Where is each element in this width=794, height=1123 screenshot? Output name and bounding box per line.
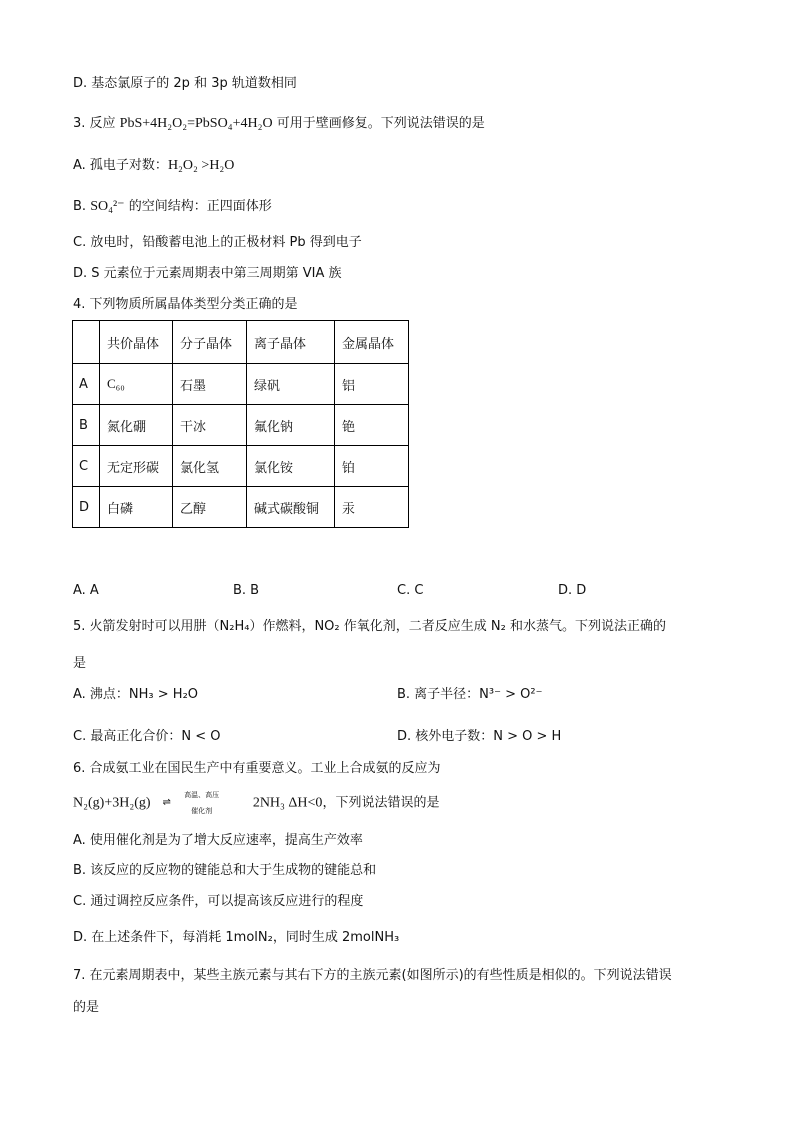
table-cell: 白磷 xyxy=(100,487,173,528)
q6-eq-post: ，下列说法错误的是 xyxy=(322,795,440,811)
q3-option-a xyxy=(73,157,234,175)
table-header-cell: 离子晶体 xyxy=(247,321,335,364)
table-cell: 铝 xyxy=(335,364,409,405)
table-cell: 碱式碳酸铜 xyxy=(247,487,335,528)
table-cell: 无定形碳 xyxy=(100,446,173,487)
reversible-arrow-icon xyxy=(159,791,245,815)
table-cell: 铂 xyxy=(335,446,409,487)
q5-option-d: D. 核外电子数：N > O > H xyxy=(397,729,562,744)
q6-option-a: A. 使用催化剂是为了增大反应速率，提高生产效率 xyxy=(73,833,363,848)
table-cell: 乙醇 xyxy=(173,487,247,528)
table-cell: 汞 xyxy=(335,487,409,528)
table-cell: 氯化铵 xyxy=(247,446,335,487)
q6-stem: 6. 合成氨工业在国民生产中有重要意义。工业上合成氨的反应为 xyxy=(73,761,441,776)
table-row xyxy=(73,364,409,405)
q5-option-b: B. 离子半径：N³⁻ > O²⁻ xyxy=(397,687,543,702)
table-cell: 氟化钠 xyxy=(247,405,335,446)
table-cell: 铯 xyxy=(335,405,409,446)
table-cell: 氮化硼 xyxy=(100,405,173,446)
q3-option-d: D. S 元素位于元素周期表中第三周期第 VIA 族 xyxy=(73,266,342,281)
table-header-row xyxy=(73,321,409,364)
q7-stem-line1: 7. 在元素周期表中，某些主族元素与其右下方的主族元素(如图所示)的有些性质是相似的。下列说法错误 xyxy=(73,968,672,983)
q5-stem-line1: 5. 火箭发射时可以用肼（N₂H₄）作燃料，NO₂ 作氧化剂，二者反应生成 N₂ 和水蒸气。下列说法正确的 xyxy=(73,619,666,634)
table-header-cell: 共价晶体 xyxy=(100,321,173,364)
q5-option-a: A. 沸点：NH₃ > H₂O xyxy=(73,687,199,702)
q6-option-d: D. 在上述条件下，每消耗 1molN₂，同时生成 2molNH₃ xyxy=(73,930,400,945)
q3-option-a-label: A. 孤电子对数： xyxy=(73,158,168,173)
q4-option-a: A. A xyxy=(73,583,99,598)
q6-option-b: B. 该反应的反应物的键能总和大于生成物的键能总和 xyxy=(73,863,377,878)
q4-option-d: D. D xyxy=(558,583,587,598)
table-cell: 石墨 xyxy=(173,364,247,405)
crystal-type-table xyxy=(72,320,409,528)
table-cell: C₆₀ xyxy=(100,364,173,405)
q4-stem: 4. 下列物质所属晶体类型分类正确的是 xyxy=(73,297,298,312)
q6-cond-bottom: 催化剂 xyxy=(191,807,213,815)
q5-stem-line2: 是 xyxy=(73,656,87,671)
table-row xyxy=(73,446,409,487)
q3-option-c: C. 放电时，铅酸蓄电池上的正极材料 Pb 得到电子 xyxy=(73,235,362,250)
q6-eq-left: N₂(g)+3H₂(g) xyxy=(73,795,151,811)
table-cell: 绿矾 xyxy=(247,364,335,405)
q3-option-b xyxy=(73,198,272,216)
q3-stem xyxy=(73,115,485,133)
q6-arrow-glyphs: ⇌ xyxy=(162,797,241,808)
table-row xyxy=(73,487,409,528)
q6-equation-line xyxy=(73,791,439,816)
q3-option-b-label: B. xyxy=(73,199,91,214)
q3-stem-post: 可用于壁画修复。下列说法错误的是 xyxy=(272,116,485,131)
table-header-cell: 金属晶体 xyxy=(335,321,409,364)
table-header-cell: 分子晶体 xyxy=(173,321,247,364)
table-cell: B xyxy=(73,405,100,446)
table-cell: 干冰 xyxy=(173,405,247,446)
q3-stem-pre: 3. 反应 xyxy=(73,116,120,131)
q7-stem-line2: 的是 xyxy=(73,1000,100,1015)
q3-option-a-eq: H₂O₂ >H₂O xyxy=(167,158,235,173)
q6-eq-right: 2NH₃ ΔH<0 xyxy=(252,795,323,811)
q3-option-b-ion: SO₄²⁻ xyxy=(90,199,125,214)
q2-option-d: D. 基态氯原子的 2p 和 3p 轨道数相同 xyxy=(73,76,297,91)
q3-equation: PbS+4H₂O₂=PbSO₄+4H₂O xyxy=(119,116,273,131)
table-row xyxy=(73,405,409,446)
table-header-cell xyxy=(73,321,100,364)
q4-option-c: C. C xyxy=(397,583,424,598)
table-cell: 氯化氢 xyxy=(173,446,247,487)
table-cell: D xyxy=(73,487,100,528)
q3-option-b-text: 的空间结构：正四面体形 xyxy=(124,199,272,214)
q6-option-c: C. 通过调控反应条件，可以提高该反应进行的程度 xyxy=(73,894,364,909)
table-cell: A xyxy=(73,364,100,405)
table-cell: C xyxy=(73,446,100,487)
q6-cond-top: 高温、高压 xyxy=(184,791,220,799)
q5-option-c: C. 最高正化合价：N < O xyxy=(73,729,221,744)
q4-option-b: B. B xyxy=(233,583,260,598)
